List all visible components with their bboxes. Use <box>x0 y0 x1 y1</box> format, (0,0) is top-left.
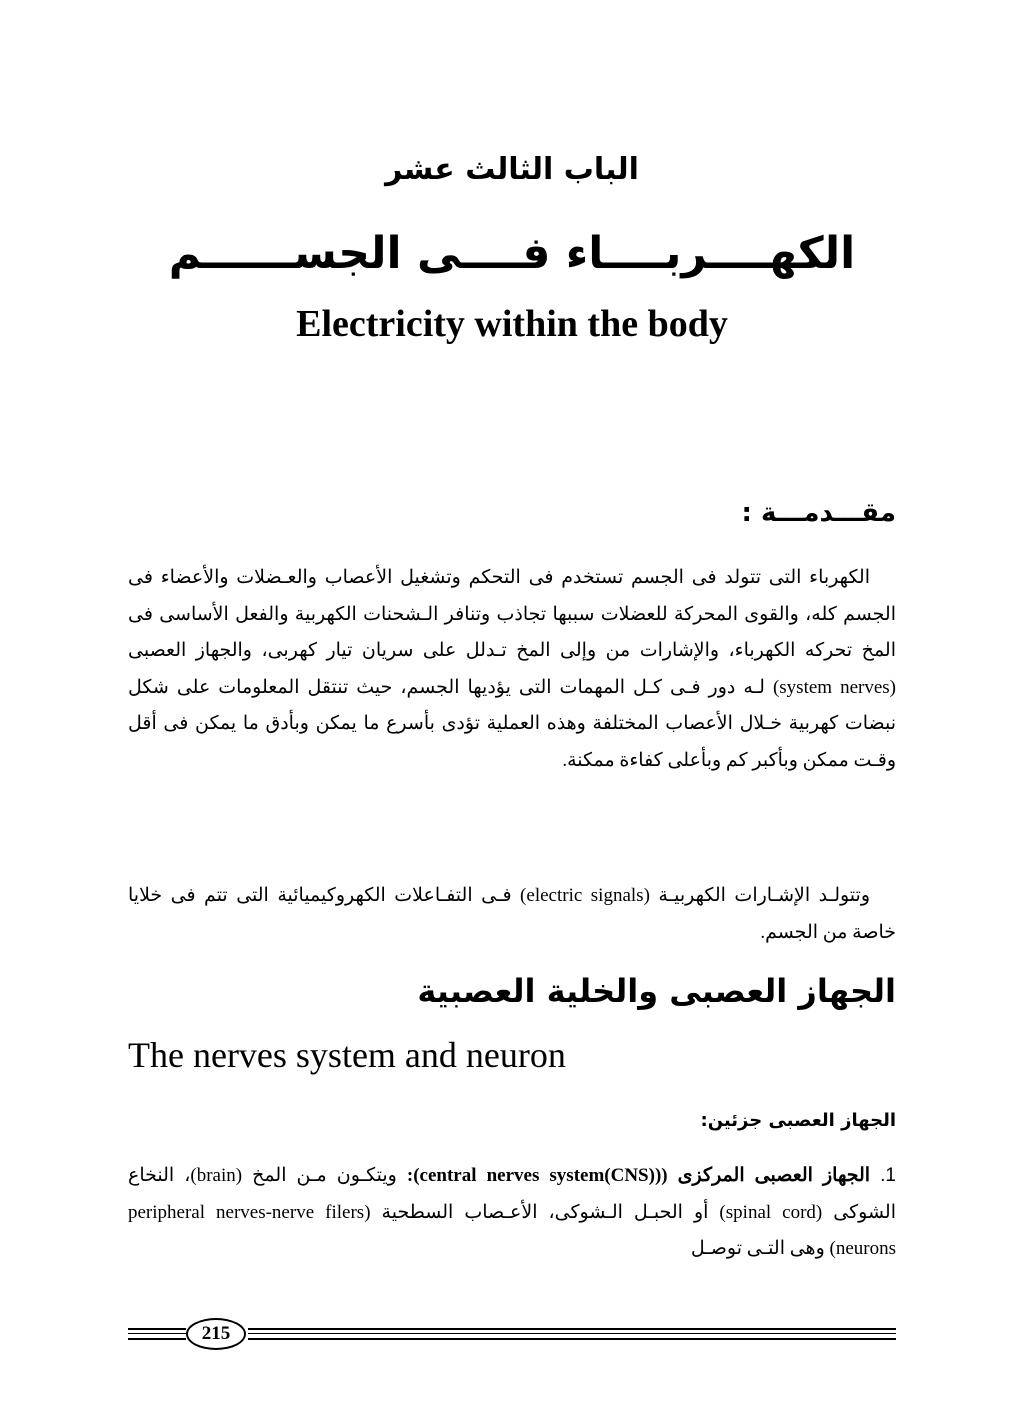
parts-label: الجهاز العصبى جزئين: <box>700 1110 896 1131</box>
chapter-title-english: Electricity within the body <box>296 303 728 345</box>
footer-rule-right <box>248 1328 896 1340</box>
page-number: 215 <box>186 1318 246 1350</box>
section-heading-english: The nerves system and neuron <box>128 1035 566 1075</box>
section-heading-arabic: الجهاز العصبى والخلية العصبية <box>417 972 896 1010</box>
chapter-label: الباب الثالث عشر <box>385 152 639 187</box>
list-item-text: ويتكـون مـن المخ (brain)، النخاع الشوكى (spinal cord) أو الحبـل الـشوكى، الأعـصاب السطحية (peripheral nerves-nerve filers (neurons وهى التـى توصـل <box>128 1165 896 1259</box>
chapter-title-arabic: الكهــــربــــاء فــــى الجســــــم <box>168 228 856 279</box>
intro-heading: مقـــدمـــة : <box>741 498 896 528</box>
intro-paragraph-1 <box>128 560 896 779</box>
list-item-1 <box>128 1158 896 1268</box>
list-item-number: 1. <box>880 1165 896 1186</box>
intro-paragraph-2-text: وتتولـد الإشـارات الكهربيـة (electric signals) فـى التفـاعلات الكهروكيميائية التى تتم فى خلايا خاصة من الجسم. <box>128 885 896 943</box>
intro-paragraph-1-text: الكهرباء التى تتولد فى الجسم تستخدم فى التحكم وتشغيل الأعصاب والعـضلات والأعضاء فى الجسم كله، والقوى المحركة للعضلات سببها تجاذب وتنافر الـشحنات الكهربية والفعل الأساسى فى المخ تحركه الكهرباء، والإشارات من وإلى المخ تـدلل على سريان تيار كهربى، والجهاز العصبى (system nerves) لـه دور فـى كـل المهمات التى يؤديها الجسم، حيث تنتقل المعلومات على شكل نبضات كهربية خـلال الأعصاب المختلفة وهذه العملية تؤدى بأسرع ما يمكن وبأدق ما يمكن فى أقل وقـت ممكن وبأكبر كم وبأعلى كفاءة ممكنة. <box>128 567 896 771</box>
list-item-title: الجهاز العصبى المركزى ((central nerves system(CNS)): <box>406 1165 871 1186</box>
intro-paragraph-2 <box>128 878 896 951</box>
footer-rule-left <box>128 1328 186 1340</box>
